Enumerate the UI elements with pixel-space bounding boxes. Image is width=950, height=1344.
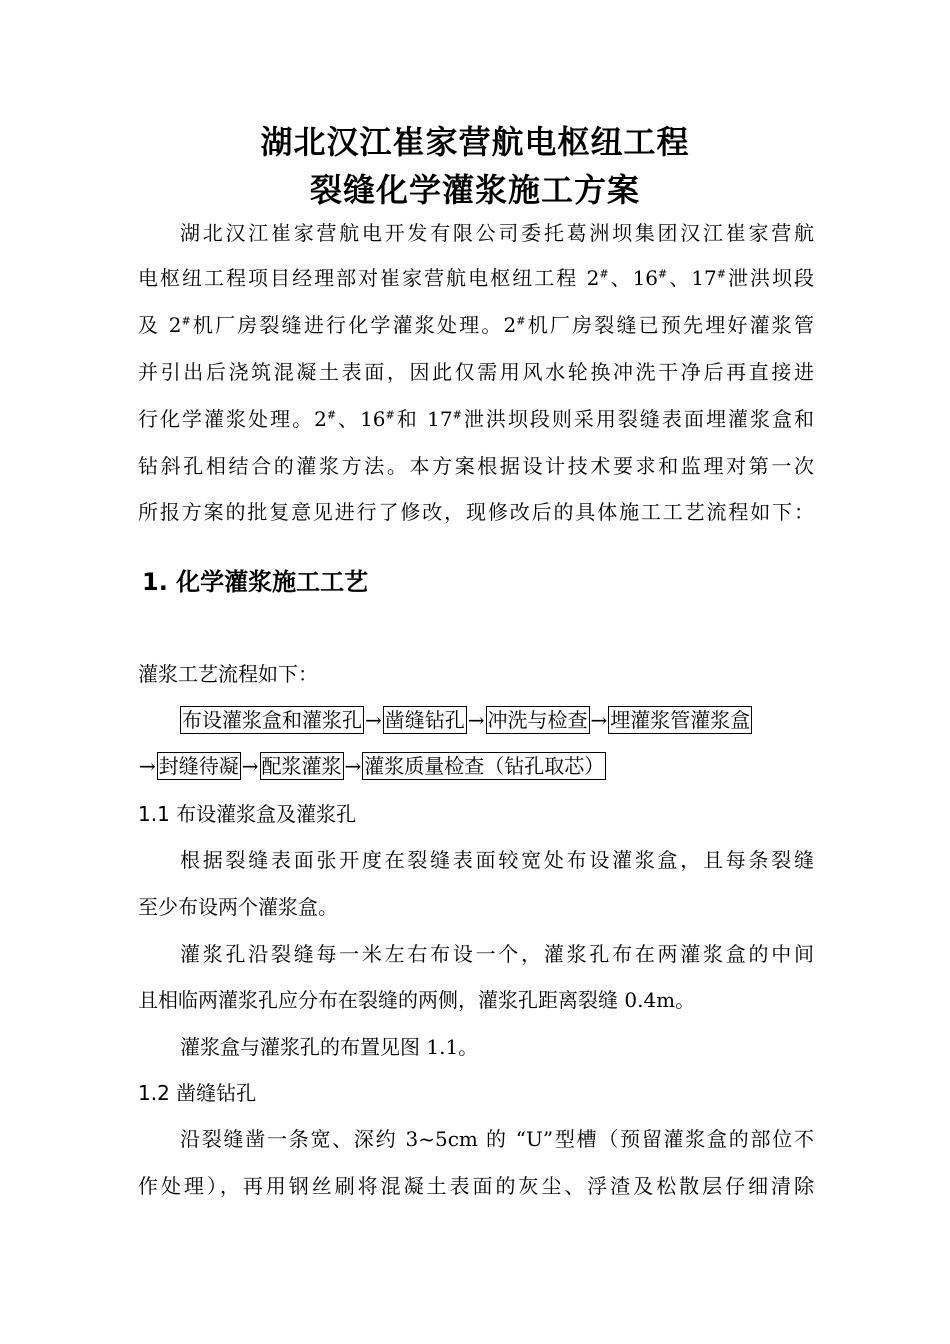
flow-intro: 灌浆工艺流程如下： bbox=[138, 662, 318, 686]
intro-line-4: 并引出后浇筑混凝土表面，因此仅需用风水轮换冲洗干净后再直接进 bbox=[138, 360, 814, 384]
flow-arrow-icon: → bbox=[365, 708, 382, 732]
s11-para-2-line-1: 灌浆孔沿裂缝每一米左右布设一个，灌浆孔布在两灌浆盒的中间 bbox=[180, 942, 814, 966]
document-title-line-1: 湖北汉江崔家营航电枢纽工程 bbox=[260, 123, 690, 161]
flow-step-4: 埋灌浆管灌浆盒 bbox=[610, 708, 751, 732]
intro-line-2: 电枢纽工程项目经理部对崔家营航电枢纽工程 2#、16#、17#泄洪坝段 bbox=[138, 266, 814, 290]
intro-line-7: 所报方案的批复意见进行了修改，现修改后的具体施工工艺流程如下： bbox=[138, 500, 814, 524]
section-1-2-heading: 1.2 凿缝钻孔 bbox=[138, 1081, 257, 1105]
s11-para-3: 灌浆盒与灌浆孔的布置见图 1.1。 bbox=[180, 1035, 479, 1059]
s11-para-2-line-2: 且相临两灌浆孔应分布在裂缝的两侧，灌浆孔距离裂缝 0.4m。 bbox=[138, 988, 696, 1012]
flow-arrow-icon: → bbox=[344, 754, 362, 778]
intro-line-3: 及 2#机厂房裂缝进行化学灌浆处理。2#机厂房裂缝已预先埋好灌浆管 bbox=[138, 313, 814, 337]
process-flow-row-1 bbox=[180, 706, 752, 734]
section-1-heading: 1. 化学灌浆施工工艺 bbox=[142, 568, 369, 596]
intro-line-6: 钻斜孔相结合的灌浆方法。本方案根据设计技术要求和监理对第一次 bbox=[138, 454, 814, 478]
flow-arrow-icon: → bbox=[139, 754, 156, 778]
document-title-line-2: 裂缝化学灌浆施工方案 bbox=[309, 171, 640, 209]
process-flow-row-2 bbox=[138, 752, 606, 780]
intro-line-5: 行化学灌浆处理。2#、16#和 17#泄洪坝段则采用裂缝表面埋灌浆盒和 bbox=[138, 407, 814, 431]
flow-step-5: 封缝待凝 bbox=[158, 754, 239, 778]
flow-arrow-icon: → bbox=[467, 708, 485, 732]
flow-step-1: 布设灌浆盒和灌浆孔 bbox=[182, 708, 362, 732]
intro-line-1: 湖北汉江崔家营航电开发有限公司委托葛洲坝集团汉江崔家营航 bbox=[180, 221, 814, 245]
s11-para-1-line-1: 根据裂缝表面张开度在裂缝表面较宽处布设灌浆盒，且每条裂缝 bbox=[180, 848, 814, 872]
flow-arrow-icon: → bbox=[241, 754, 259, 778]
flow-step-3: 冲洗与检查 bbox=[487, 708, 588, 732]
s12-para-1-line-2: 作处理），再用钢丝刷将混凝土表面的灰尘、浮渣及松散层仔细清除 bbox=[138, 1174, 814, 1198]
section-1-1-heading: 1.1 布设灌浆盒及灌浆孔 bbox=[138, 802, 357, 826]
flow-step-7: 灌浆质量检查（钻孔取芯） bbox=[364, 754, 605, 778]
flow-step-6: 配浆灌浆 bbox=[261, 754, 342, 778]
flow-step-2: 凿缝钻孔 bbox=[384, 708, 465, 732]
s11-para-1-line-2: 至少布设两个灌浆盒。 bbox=[138, 895, 338, 919]
s12-para-1-line-1: 沿裂缝凿一条宽、深约 3~5cm 的 “U”型槽（预留灌浆盒的部位不 bbox=[180, 1127, 814, 1151]
flow-arrow-icon: → bbox=[590, 708, 608, 732]
